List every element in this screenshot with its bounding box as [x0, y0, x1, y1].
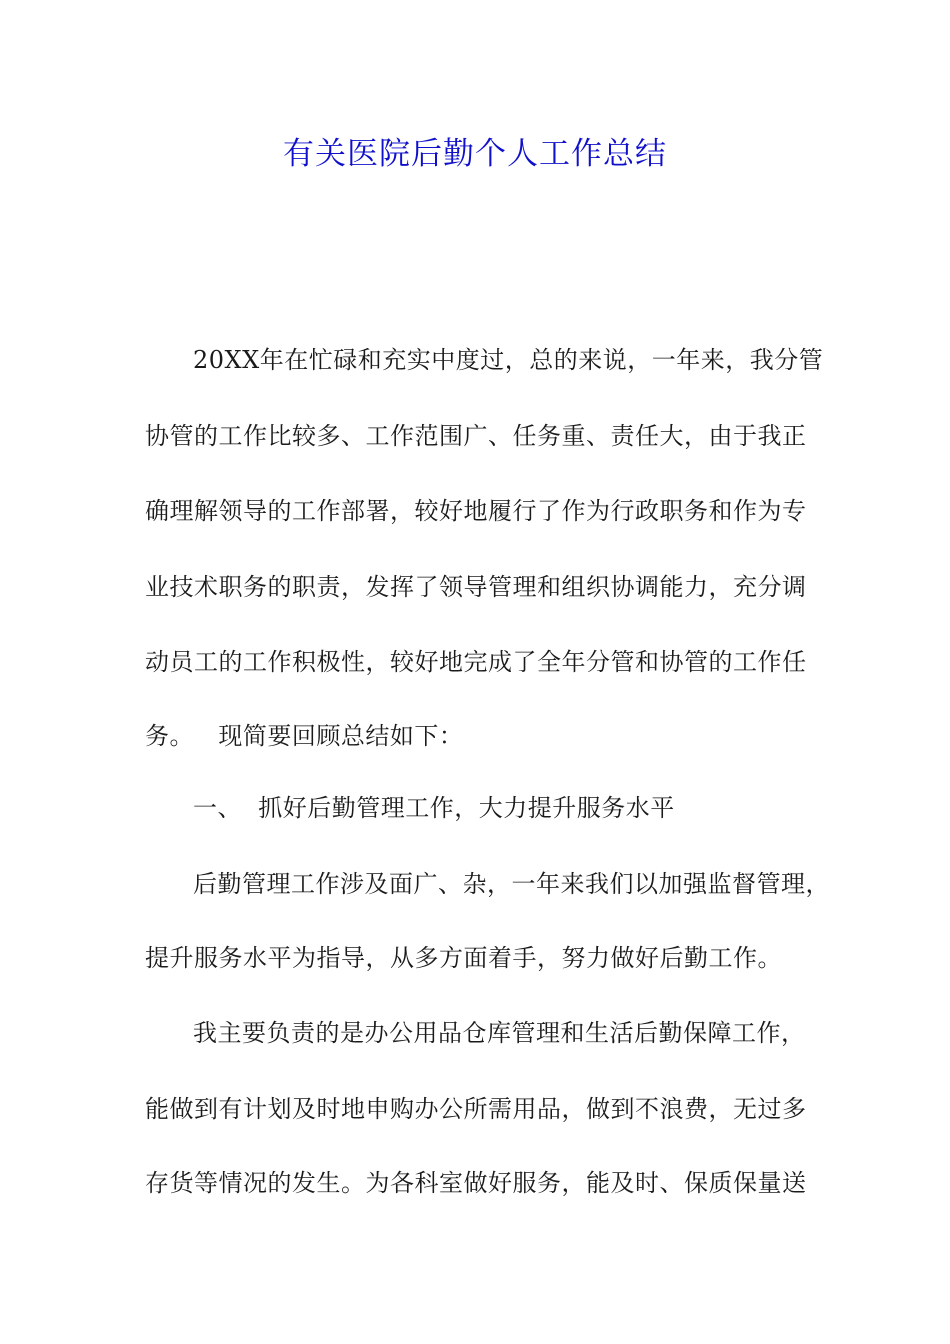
paragraph-line: 动员工的工作积极性，较好地完成了全年分管和协管的工作任 [145, 648, 807, 676]
paragraph-line: 务。 现简要回顾总结如下： [145, 722, 464, 750]
paragraph-line: 后勤管理工作涉及面广、杂，一年来我们以加强监督管理， [193, 870, 830, 898]
paragraph-line: 我主要负责的是办公用品仓库管理和生活后勤保障工作， [193, 1019, 806, 1047]
paragraph-line: 确理解领导的工作部署，较好地履行了作为行政职务和作为专 [145, 497, 807, 525]
paragraph-line: 业技术职务的职责，发挥了领导管理和组织协调能力，充分调 [145, 573, 807, 601]
document-title: 有关医院后勤个人工作总结 [283, 136, 667, 172]
paragraph-line: 20XX年在忙碌和充实中度过，总的来说，一年来，我分管 [193, 346, 824, 374]
paragraph-line: 能做到有计划及时地申购办公所需用品，做到不浪费，无过多 [145, 1095, 807, 1123]
section-heading: 一、 抓好后勤管理工作，大力提升服务水平 [193, 794, 675, 822]
paragraph-line: 提升服务水平为指导，从多方面着手，努力做好后勤工作。 [145, 944, 782, 972]
paragraph-line: 存货等情况的发生。为各科室做好服务，能及时、保质保量送 [145, 1169, 807, 1197]
paragraph-line: 协管的工作比较多、工作范围广、任务重、责任大，由于我正 [145, 422, 807, 450]
